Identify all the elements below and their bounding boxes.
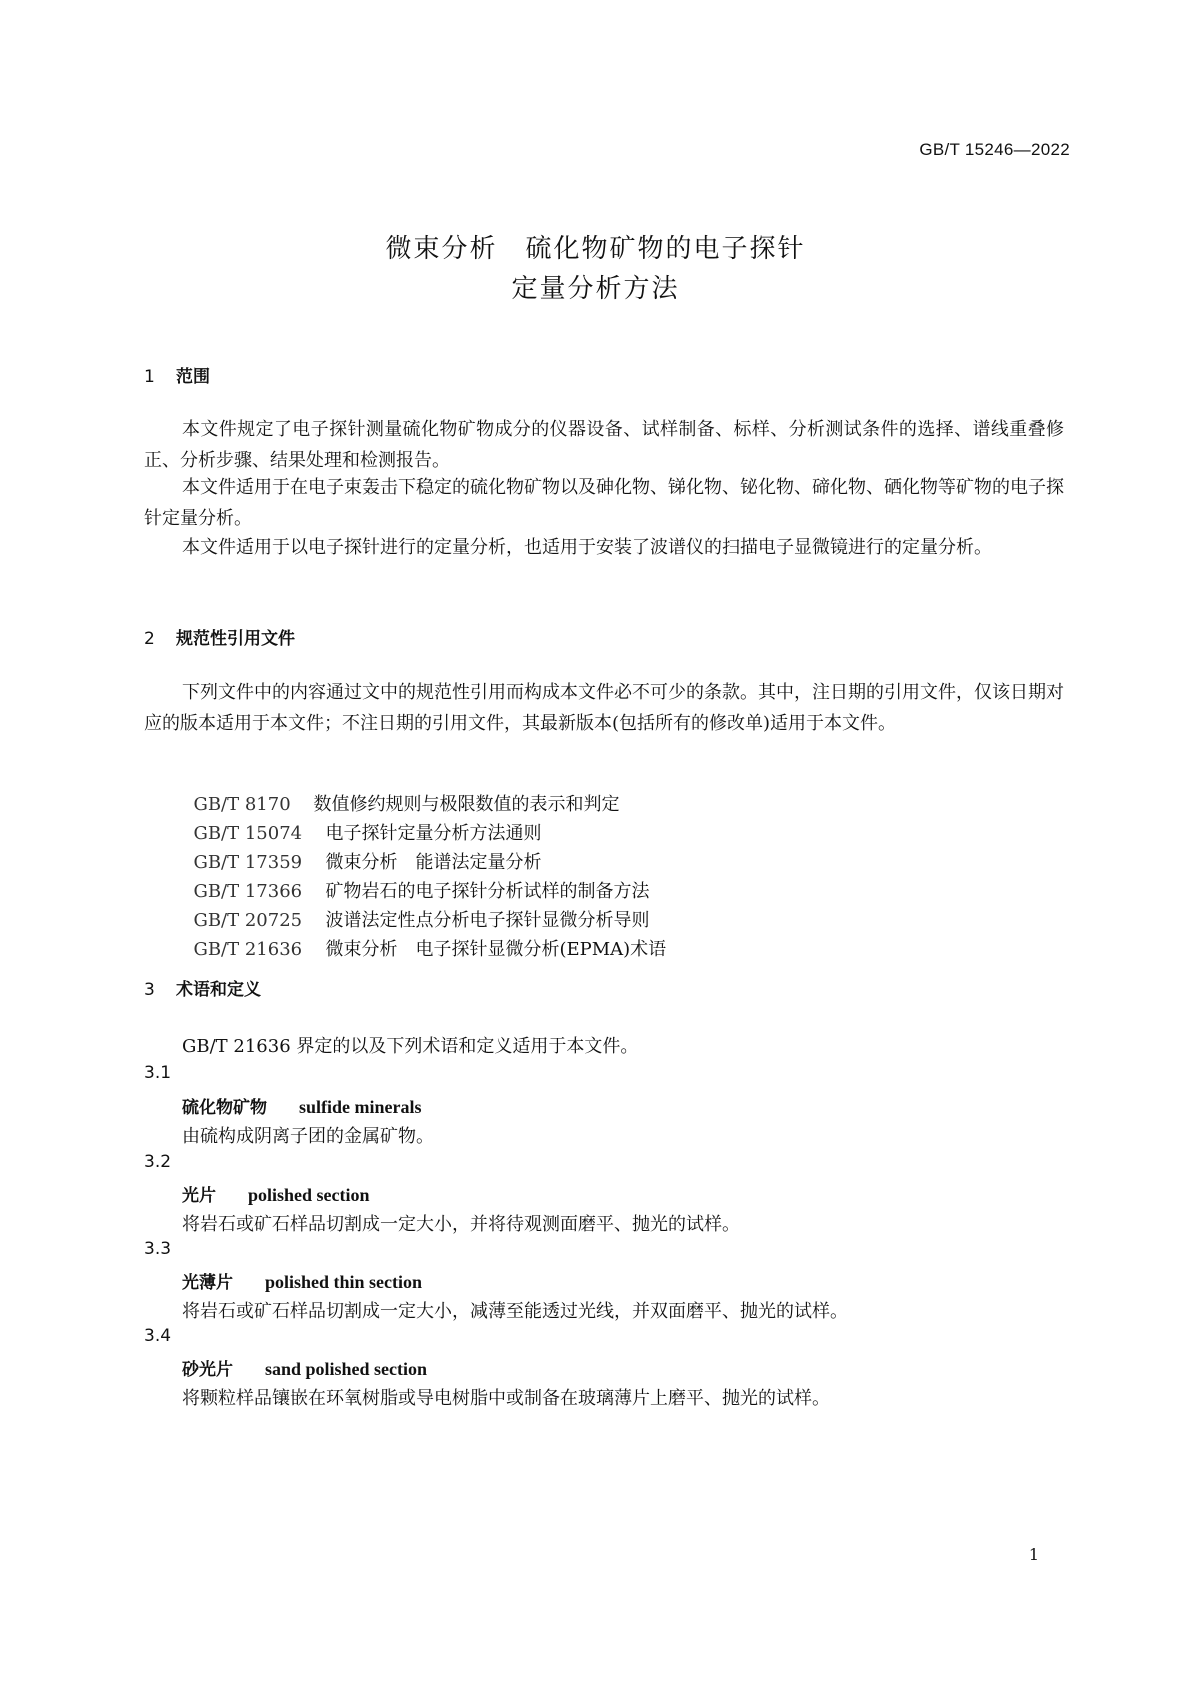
term-entry <box>182 1268 422 1293</box>
term-definition: 将岩石或矿石样品切割成一定大小，并将待观测面磨平、抛光的试样。 <box>182 1214 740 1235</box>
reference-title: 数值修约规则与极限数值的表示和判定 <box>313 794 620 815</box>
section-heading-scope <box>144 362 210 387</box>
reference-code: GB/T 17359 <box>193 852 303 873</box>
term-entry <box>182 1093 422 1118</box>
references-intro: 下列文件中的内容通过文中的规范性引用而构成本文件必不可少的条款。其中，注日期的引用文件，仅该日期对应的版本适用于本文件；不注日期的引用文件，其最新版本(包括所有的修改单)适用于本文件。 <box>144 682 1064 734</box>
reference-code: GB/T 17366 <box>193 881 303 902</box>
reference-code: GB/T 15074 <box>193 823 303 844</box>
reference-title: 电子探针定量分析方法通则 <box>325 823 542 844</box>
clause-number: 3.1 <box>144 1063 172 1083</box>
term-entry <box>182 1355 427 1380</box>
clause-number: 3.4 <box>144 1326 172 1346</box>
page-title-line2: 定量分析方法 <box>511 274 680 304</box>
reference-title: 微束分析 能谱法定量分析 <box>325 852 542 873</box>
scope-paragraph-1: 本文件规定了电子探针测量硫化物矿物成分的仪器设备、试样制备、标样、分析测试条件的选择、谱线重叠修正、分析步骤、结果处理和检测报告。 <box>144 419 1064 471</box>
term-definition: 由硫构成阴离子团的金属矿物。 <box>182 1126 434 1147</box>
clause-number: 3.3 <box>144 1239 172 1259</box>
page-title-line1: 微束分析 硫化物矿物的电子探针 <box>385 234 806 264</box>
term-definition: 将颗粒样品镶嵌在环氧树脂或导电树脂中或制备在玻璃薄片上磨平、抛光的试样。 <box>182 1388 830 1409</box>
term-zh: 硫化物矿物 <box>182 1098 267 1118</box>
page-number: 1 <box>1028 1545 1039 1564</box>
reference-item <box>182 914 666 961</box>
term-definition: 将岩石或矿石样品切割成一定大小，减薄至能透过光线，并双面磨平、抛光的试样。 <box>182 1301 848 1322</box>
term-en: sand polished section <box>265 1359 428 1379</box>
section-title: 术语和定义 <box>176 980 261 1000</box>
term-en: polished thin section <box>265 1272 423 1292</box>
term-entry <box>182 1181 370 1206</box>
reference-title: 波谱法定性点分析电子探针显微分析导则 <box>325 910 650 931</box>
term-zh: 砂光片 <box>182 1360 233 1380</box>
section-heading-terms-and-definitions <box>144 975 261 1000</box>
section-heading-normative-references <box>144 624 295 649</box>
reference-code: GB/T 8170 <box>193 794 291 815</box>
section-title: 规范性引用文件 <box>176 629 295 649</box>
term-zh: 光薄片 <box>182 1273 233 1293</box>
section-number: 3 <box>144 980 155 1000</box>
scope-paragraph-3: 本文件适用于以电子探针进行的定量分析，也适用于安装了波谱仪的扫描电子显微镜进行的定量分析。 <box>182 537 992 558</box>
term-en: sulfide minerals <box>299 1097 422 1117</box>
terms-intro: GB/T 21636 界定的以及下列术语和定义适用于本文件。 <box>182 1036 639 1057</box>
section-title: 范围 <box>176 367 210 387</box>
section-number: 1 <box>144 367 155 387</box>
clause-number: 3.2 <box>144 1152 172 1172</box>
section-number: 2 <box>144 629 155 649</box>
term-en: polished section <box>248 1185 370 1205</box>
reference-title: 矿物岩石的电子探针分析试样的制备方法 <box>325 881 650 902</box>
reference-title: 微束分析 电子探针显微分析(EPMA)术语 <box>325 939 667 960</box>
standard-code: GB/T 15246—2022 <box>919 140 1070 159</box>
term-zh: 光片 <box>182 1186 216 1206</box>
scope-paragraph-2: 本文件适用于在电子束轰击下稳定的硫化物矿物以及砷化物、锑化物、铋化物、碲化物、硒化物等矿物的电子探针定量分析。 <box>144 477 1064 529</box>
reference-code: GB/T 21636 <box>193 939 303 960</box>
reference-code: GB/T 20725 <box>193 910 303 931</box>
